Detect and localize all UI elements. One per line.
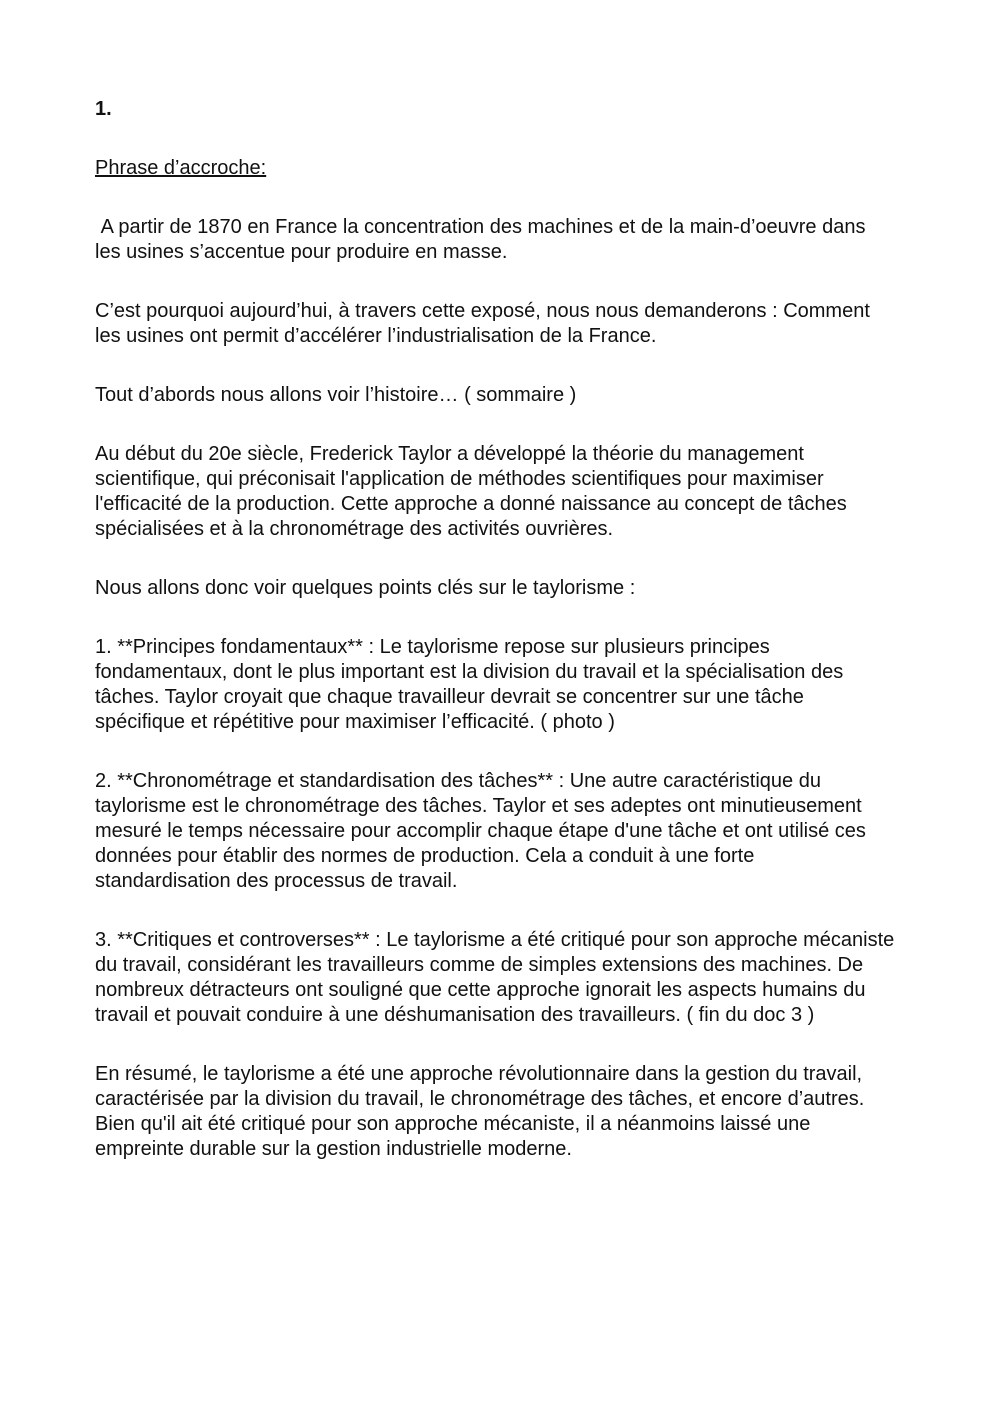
section-number: 1. [95,98,112,120]
paragraph-intro: A partir de 1870 en France la concentration des machines et de la main-d’oeuvre dans les usines s’accentue pour produire en masse. [95,216,872,263]
paragraph-summary: En résumé, le taylorisme a été une approche révolutionnaire dans la gestion du travail, caractérisée par la division du travail, le chronométrage des tâches, et encore d’autres. Bien qu'il ait été critiqué pour son approche mécaniste, il a néanmoins laissé une empreinte durable sur la gestion industrielle moderne. [95,1063,865,1160]
paragraph-problematic: C’est pourquoi aujourd’hui, à travers cette exposé, nous nous demanderons : Comment les usines ont permit d’accélérer l’industrialisation de la France. [95,300,870,347]
paragraph-taylor-theory: Au début du 20e siècle, Frederick Taylor a développé la théorie du management scientifique, qui préconisait l'application de méthodes scientifiques pour maximiser l'efficacité de la production. Cette approche a donné naissance au concept de tâches spécialisées et à la chronométrage des activités ouvrières. [95,443,847,540]
paragraph-point-1: 1. **Principes fondamentaux** : Le taylorisme repose sur plusieurs principes fondamentaux, dont le plus important est la division du travail et la spécialisation des tâches. Taylor croyait que chaque travailleur devrait se concentrer sur une tâche spécifique et répétitive pour maximiser l’efficacité. ( photo ) [95,636,844,733]
paragraph-outline: Tout d’abords nous allons voir l’histoire… ( sommaire ) [95,384,577,406]
paragraph-point-2: 2. **Chronométrage et standardisation des tâches** : Une autre caractéristique du taylorisme est le chronométrage des tâches. Taylor et ses adeptes ont minutieusement mesuré le temps nécessaire pour accomplir chaque étape d'une tâche et ont utilisé ces données pour établir des normes de production. Cela a conduit à une forte standardisation des processus de travail. [95,770,866,892]
document-body [95,97,895,1162]
paragraph-point-3: 3. **Critiques et controverses** : Le taylorisme a été critiqué pour son approche mécaniste du travail, considérant les travailleurs comme de simples extensions des machines. De nombreux détracteurs ont souligné que cette approche ignorait les aspects humains du travail et pouvait conduire à une déshumanisation des travailleurs. ( fin du doc 3 ) [95,929,895,1026]
hook-label: Phrase d’accroche: [95,157,267,179]
paragraph-key-points-intro: Nous allons donc voir quelques points clés sur le taylorisme : [95,577,636,599]
